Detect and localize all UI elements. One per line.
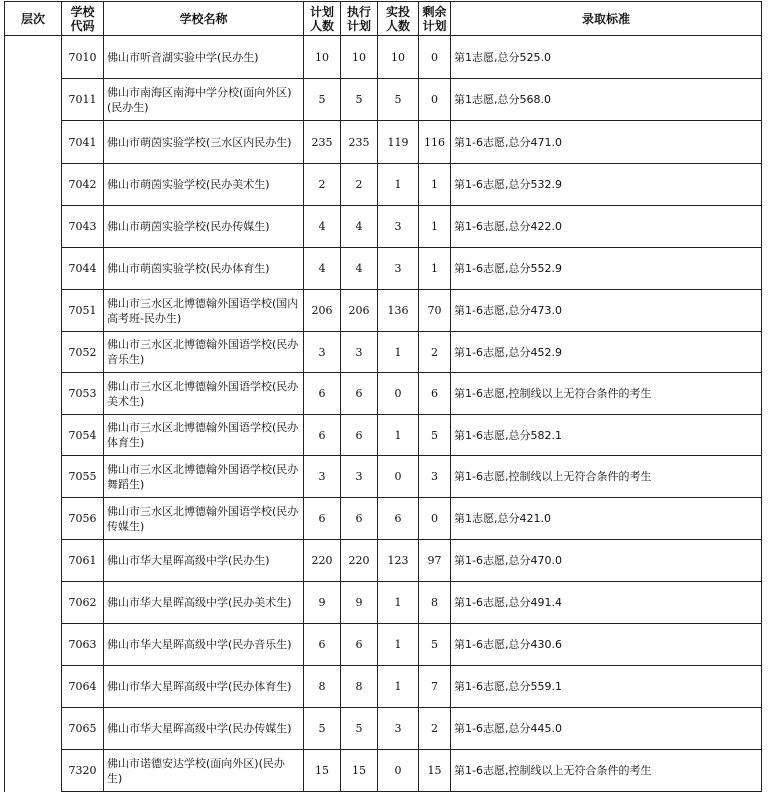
table-row xyxy=(5,121,762,164)
standard-cell: 第1-6志愿,控制线以上无符合条件的考生 xyxy=(451,750,762,792)
school-name-cell: 佛山市南海区南海中学分校(面向外区)(民办生) xyxy=(104,79,304,121)
actual-cell: 10 xyxy=(378,36,419,79)
standard-cell: 第1-6志愿,总分552.9 xyxy=(451,248,762,290)
table-row xyxy=(5,456,762,498)
table-row xyxy=(5,415,762,456)
table-row xyxy=(5,248,762,290)
code-cell: 7041 xyxy=(62,121,104,164)
plan-cell: 5 xyxy=(304,79,341,121)
remain-cell: 5 xyxy=(419,624,451,666)
exec-cell: 206 xyxy=(341,290,378,332)
remain-cell: 0 xyxy=(419,498,451,540)
code-cell: 7063 xyxy=(62,624,104,666)
exec-cell: 235 xyxy=(341,121,378,164)
code-cell: 7042 xyxy=(62,164,104,206)
admission-table xyxy=(4,1,762,792)
remain-cell: 6 xyxy=(419,373,451,415)
exec-cell: 4 xyxy=(341,206,378,248)
remain-cell: 1 xyxy=(419,206,451,248)
exec-cell: 15 xyxy=(341,750,378,792)
table-row xyxy=(5,582,762,624)
remain-cell: 7 xyxy=(419,666,451,708)
table-row xyxy=(5,624,762,666)
exec-cell: 9 xyxy=(341,582,378,624)
code-cell: 7064 xyxy=(62,666,104,708)
school-name-cell: 佛山市诺德安达学校(面向外区)(民办生) xyxy=(104,750,304,792)
school-name-cell: 佛山市华大星晖高级中学(民办传媒生) xyxy=(104,708,304,750)
remain-cell: 0 xyxy=(419,36,451,79)
standard-cell: 第1志愿,总分568.0 xyxy=(451,79,762,121)
plan-cell: 9 xyxy=(304,582,341,624)
remain-cell: 15 xyxy=(419,750,451,792)
school-name-cell: 佛山市三水区北博德翰外国语学校(民办音乐生) xyxy=(104,332,304,373)
table-row xyxy=(5,750,762,792)
plan-cell: 8 xyxy=(304,666,341,708)
header-code: 学校代码 xyxy=(62,2,104,36)
exec-cell: 6 xyxy=(341,415,378,456)
table-row xyxy=(5,164,762,206)
table-row xyxy=(5,332,762,373)
plan-cell: 6 xyxy=(304,498,341,540)
exec-cell: 220 xyxy=(341,540,378,582)
exec-cell: 10 xyxy=(341,36,378,79)
actual-cell: 1 xyxy=(378,666,419,708)
school-name-cell: 佛山市萌茵实验学校(民办体育生) xyxy=(104,248,304,290)
header-actual: 实投人数 xyxy=(378,2,419,36)
actual-cell: 1 xyxy=(378,164,419,206)
actual-cell: 1 xyxy=(378,415,419,456)
code-cell: 7011 xyxy=(62,79,104,121)
table-row xyxy=(5,498,762,540)
header-exec: 执行计划 xyxy=(341,2,378,36)
actual-cell: 0 xyxy=(378,456,419,498)
plan-cell: 6 xyxy=(304,624,341,666)
code-cell: 7062 xyxy=(62,582,104,624)
school-name-cell: 佛山市华大星晖高级中学(民办音乐生) xyxy=(104,624,304,666)
plan-cell: 2 xyxy=(304,164,341,206)
header-remain: 剩余计划 xyxy=(419,2,451,36)
exec-cell: 3 xyxy=(341,456,378,498)
actual-cell: 5 xyxy=(378,79,419,121)
standard-cell: 第1-6志愿,总分422.0 xyxy=(451,206,762,248)
remain-cell: 5 xyxy=(419,415,451,456)
table-row xyxy=(5,373,762,415)
plan-cell: 4 xyxy=(304,206,341,248)
table-row xyxy=(5,290,762,332)
standard-cell: 第1志愿,总分421.0 xyxy=(451,498,762,540)
standard-cell: 第1-6志愿,总分582.1 xyxy=(451,415,762,456)
code-cell: 7056 xyxy=(62,498,104,540)
exec-cell: 6 xyxy=(341,373,378,415)
standard-cell: 第1志愿,总分525.0 xyxy=(451,36,762,79)
remain-cell: 2 xyxy=(419,332,451,373)
table-body xyxy=(5,36,762,792)
actual-cell: 3 xyxy=(378,248,419,290)
standard-cell: 第1-6志愿,总分430.6 xyxy=(451,624,762,666)
remain-cell: 70 xyxy=(419,290,451,332)
table-row xyxy=(5,79,762,121)
code-cell: 7043 xyxy=(62,206,104,248)
school-name-cell: 佛山市萌茵实验学校(三水区内民办生) xyxy=(104,121,304,164)
code-cell: 7320 xyxy=(62,750,104,792)
school-name-cell: 佛山市听音湖实验中学(民办生) xyxy=(104,36,304,79)
plan-cell: 5 xyxy=(304,708,341,750)
actual-cell: 3 xyxy=(378,206,419,248)
plan-cell: 235 xyxy=(304,121,341,164)
table-row xyxy=(5,206,762,248)
exec-cell: 2 xyxy=(341,164,378,206)
standard-cell: 第1-6志愿,总分452.9 xyxy=(451,332,762,373)
standard-cell: 第1-6志愿,控制线以上无符合条件的考生 xyxy=(451,456,762,498)
code-cell: 7053 xyxy=(62,373,104,415)
code-cell: 7051 xyxy=(62,290,104,332)
remain-cell: 3 xyxy=(419,456,451,498)
actual-cell: 1 xyxy=(378,582,419,624)
code-cell: 7044 xyxy=(62,248,104,290)
remain-cell: 0 xyxy=(419,79,451,121)
school-name-cell: 佛山市三水区北博德翰外国语学校(民办美术生) xyxy=(104,373,304,415)
school-name-cell: 佛山市萌茵实验学校(民办传媒生) xyxy=(104,206,304,248)
standard-cell: 第1-6志愿,总分470.0 xyxy=(451,540,762,582)
header-row xyxy=(5,2,762,36)
plan-cell: 220 xyxy=(304,540,341,582)
actual-cell: 1 xyxy=(378,332,419,373)
remain-cell: 116 xyxy=(419,121,451,164)
plan-cell: 4 xyxy=(304,248,341,290)
code-cell: 7055 xyxy=(62,456,104,498)
header-plan: 计划人数 xyxy=(304,2,341,36)
plan-cell: 206 xyxy=(304,290,341,332)
school-name-cell: 佛山市华大星晖高级中学(民办体育生) xyxy=(104,666,304,708)
plan-cell: 6 xyxy=(304,415,341,456)
actual-cell: 0 xyxy=(378,750,419,792)
code-cell: 7065 xyxy=(62,708,104,750)
plan-cell: 10 xyxy=(304,36,341,79)
remain-cell: 8 xyxy=(419,582,451,624)
table-row xyxy=(5,36,762,79)
plan-cell: 15 xyxy=(304,750,341,792)
standard-cell: 第1-6志愿,总分473.0 xyxy=(451,290,762,332)
table-row xyxy=(5,666,762,708)
school-name-cell: 佛山市华大星晖高级中学(民办生) xyxy=(104,540,304,582)
table-row xyxy=(5,540,762,582)
exec-cell: 5 xyxy=(341,708,378,750)
level-cell xyxy=(5,36,62,792)
exec-cell: 4 xyxy=(341,248,378,290)
remain-cell: 97 xyxy=(419,540,451,582)
exec-cell: 8 xyxy=(341,666,378,708)
actual-cell: 119 xyxy=(378,121,419,164)
remain-cell: 1 xyxy=(419,248,451,290)
code-cell: 7052 xyxy=(62,332,104,373)
actual-cell: 3 xyxy=(378,708,419,750)
header-level: 层次 xyxy=(5,2,62,36)
header-standard: 录取标准 xyxy=(451,2,762,36)
code-cell: 7054 xyxy=(62,415,104,456)
school-name-cell: 佛山市华大星晖高级中学(民办美术生) xyxy=(104,582,304,624)
exec-cell: 3 xyxy=(341,332,378,373)
school-name-cell: 佛山市三水区北博德翰外国语学校(国内高考班-民办生) xyxy=(104,290,304,332)
actual-cell: 6 xyxy=(378,498,419,540)
standard-cell: 第1-6志愿,总分532.9 xyxy=(451,164,762,206)
exec-cell: 6 xyxy=(341,498,378,540)
actual-cell: 136 xyxy=(378,290,419,332)
school-name-cell: 佛山市三水区北博德翰外国语学校(民办舞蹈生) xyxy=(104,456,304,498)
standard-cell: 第1-6志愿,总分491.4 xyxy=(451,582,762,624)
standard-cell: 第1-6志愿,控制线以上无符合条件的考生 xyxy=(451,373,762,415)
exec-cell: 6 xyxy=(341,624,378,666)
exec-cell: 5 xyxy=(341,79,378,121)
school-name-cell: 佛山市萌茵实验学校(民办美术生) xyxy=(104,164,304,206)
code-cell: 7010 xyxy=(62,36,104,79)
plan-cell: 3 xyxy=(304,332,341,373)
remain-cell: 1 xyxy=(419,164,451,206)
actual-cell: 1 xyxy=(378,624,419,666)
code-cell: 7061 xyxy=(62,540,104,582)
standard-cell: 第1-6志愿,总分559.1 xyxy=(451,666,762,708)
school-name-cell: 佛山市三水区北博德翰外国语学校(民办体育生) xyxy=(104,415,304,456)
table-row xyxy=(5,708,762,750)
standard-cell: 第1-6志愿,总分445.0 xyxy=(451,708,762,750)
school-name-cell: 佛山市三水区北博德翰外国语学校(民办传媒生) xyxy=(104,498,304,540)
plan-cell: 3 xyxy=(304,456,341,498)
actual-cell: 0 xyxy=(378,373,419,415)
plan-cell: 6 xyxy=(304,373,341,415)
standard-cell: 第1-6志愿,总分471.0 xyxy=(451,121,762,164)
remain-cell: 2 xyxy=(419,708,451,750)
header-name: 学校名称 xyxy=(104,2,304,36)
actual-cell: 123 xyxy=(378,540,419,582)
